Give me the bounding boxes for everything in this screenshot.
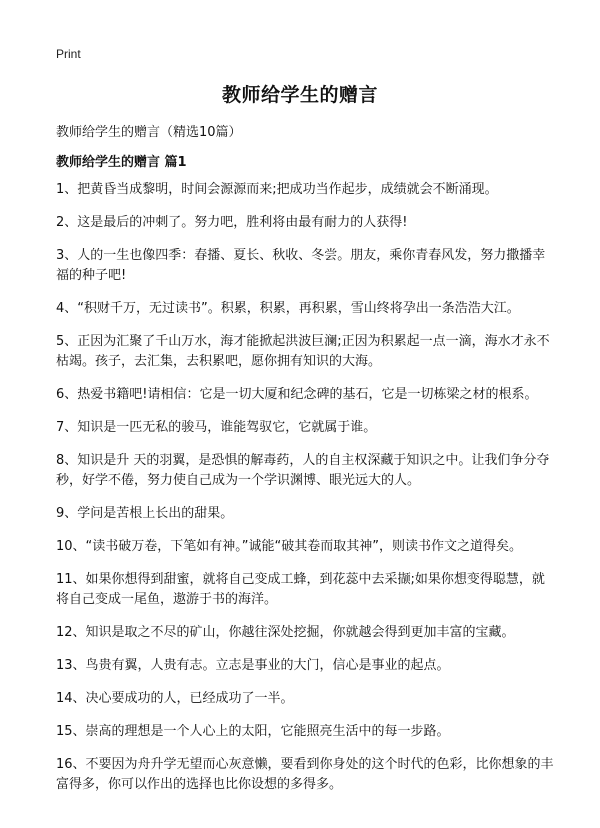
quote-item: 13、鸟贵有翼，人贵有志。立志是事业的大门，信心是事业的起点。 bbox=[56, 658, 450, 673]
quote-item: 8、知识是升 天的羽翼，是恐惧的解毒药，人的自主权深藏于知识之中。让我们争分夺秒，好学不倦，努力使自己成为一个学识渊博、眼光远大的人。 bbox=[56, 453, 550, 488]
quote-item: 10、“读书破万卷，下笔如有神。”诚能“破其卷而取其神”，则读书作文之道得矣。 bbox=[56, 539, 522, 554]
quote-item: 9、学问是苦根上长出的甜果。 bbox=[56, 506, 234, 521]
quote-item: 5、正因为汇聚了千山万水，海才能掀起洪波巨澜;正因为积累起一点一滴，海水才永不枯竭。孩子，去汇集，去积累吧，愿你拥有知识的大海。 bbox=[56, 334, 550, 369]
print-link[interactable]: Print bbox=[56, 47, 81, 61]
quote-item: 4、“积财千万，无过读书”。积累，积累，再积累，雪山终将孕出一条浩浩大江。 bbox=[56, 301, 520, 316]
quote-item: 3、人的一生也像四季：春播、夏长、秋收、冬尝。朋友，乘你青春风发，努力撒播幸福的种子吧! bbox=[56, 248, 546, 283]
quote-item: 14、决心要成功的人，已经成功了一半。 bbox=[56, 691, 294, 706]
quote-item: 6、热爱书籍吧!请相信：它是一切大厦和纪念碑的基石，它是一切栋梁之材的根系。 bbox=[56, 387, 538, 402]
quote-item: 1、把黄昏当成黎明，时间会源源而来;把成功当作起步，成绩就会不断涌现。 bbox=[56, 182, 498, 197]
quote-item: 12、知识是取之不尽的矿山，你越往深处挖掘，你就越会得到更加丰富的宝藏。 bbox=[56, 625, 515, 640]
page-title: 教师给学生的赠言 bbox=[221, 84, 378, 106]
quote-item: 2、这是最后的冲刺了。努力吧，胜利将由最有耐力的人获得! bbox=[56, 215, 408, 230]
quote-item: 7、知识是一匹无私的骏马，谁能驾驭它，它就属于谁。 bbox=[56, 420, 377, 435]
quote-item: 16、不要因为舟升学无望而心灰意懒，要看到你身处的这个时代的色彩，比你想象的丰富得多，你可以作出的选择也比你设想的多得多。 bbox=[56, 757, 554, 792]
section-heading: 教师给学生的赠言 篇1 bbox=[56, 155, 187, 170]
quote-item: 11、如果你想得到甜蜜，就将自己变成工蜂，到花蕊中去采撷;如果你想变得聪慧，就将自己变成一尾鱼，遨游于书的海洋。 bbox=[56, 572, 545, 607]
quote-item: 15、崇高的理想是一个人心上的太阳，它能照亮生活中的每一步路。 bbox=[56, 724, 450, 739]
quote-list bbox=[56, 180, 554, 808]
document-subtitle: 教师给学生的赠言（精选10篇） bbox=[56, 125, 242, 140]
